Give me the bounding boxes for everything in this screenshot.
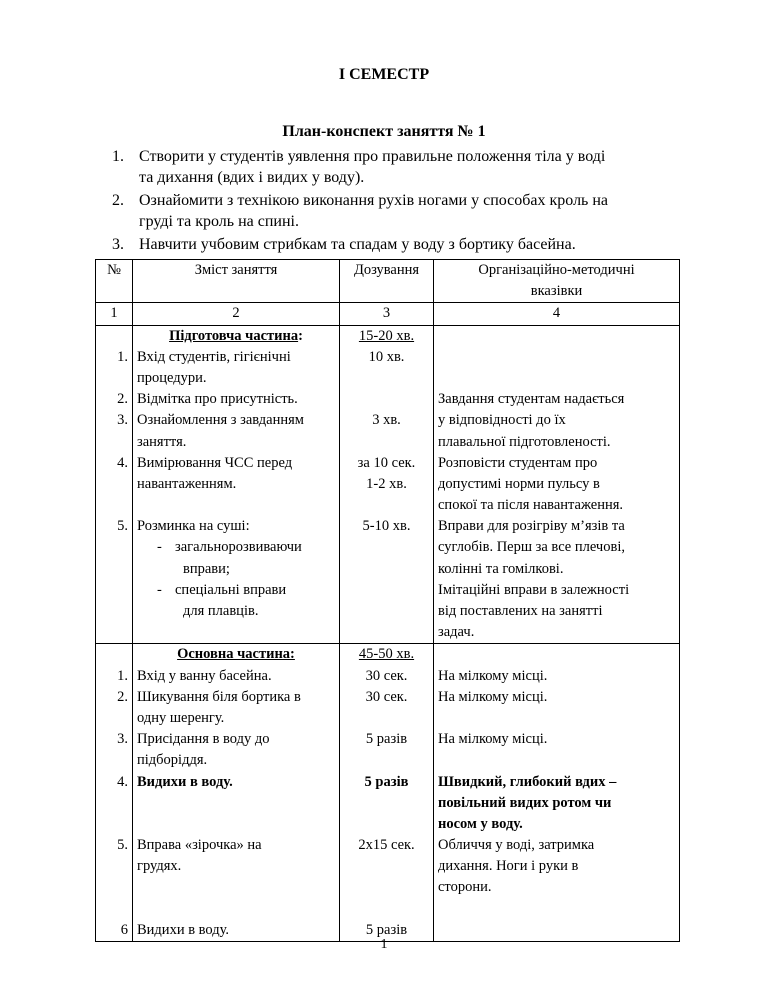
prep-numbers-cell bbox=[96, 325, 133, 644]
row-number bbox=[100, 708, 128, 729]
note-line bbox=[438, 750, 675, 771]
dosage-line bbox=[344, 368, 429, 389]
dash-item-line: для плавців. bbox=[183, 603, 259, 620]
note-line: Імітаційні вправи в залежності bbox=[438, 581, 630, 598]
note-line: Обличчя у воді, затримка bbox=[438, 837, 595, 854]
content-line bbox=[137, 899, 335, 920]
row-number bbox=[100, 814, 128, 835]
content-line: Відмітка про присутність. bbox=[137, 391, 298, 408]
note-line: дихання. Ноги і руки в bbox=[438, 858, 579, 875]
note-line bbox=[438, 347, 675, 368]
content-line bbox=[137, 793, 335, 814]
note-line bbox=[438, 899, 675, 920]
plan-title: План-конспект заняття № 1 bbox=[282, 123, 486, 140]
content-line: Видихи в воду. bbox=[137, 773, 233, 790]
note-line: На мілкому місці. bbox=[438, 667, 548, 684]
row-number bbox=[100, 750, 128, 771]
dosage-line: 1-2 хв. bbox=[366, 475, 407, 492]
note-line: На мілкому місці. bbox=[438, 731, 548, 748]
note-line bbox=[438, 644, 675, 665]
row-number: 4. bbox=[117, 773, 128, 790]
dosage-line bbox=[344, 708, 429, 729]
row-number bbox=[100, 474, 128, 495]
note-line: спокої та після навантаження. bbox=[438, 497, 624, 514]
content-line: Присідання в воду до bbox=[137, 731, 270, 748]
dosage-line: 2х15 сек. bbox=[358, 837, 415, 854]
prep-total-duration: 15-20 хв. bbox=[358, 327, 415, 344]
content-line: Розминка на суші: bbox=[137, 518, 250, 535]
prep-dosage-cell bbox=[340, 325, 434, 644]
row-number bbox=[100, 899, 128, 920]
main-numbers-cell bbox=[96, 644, 133, 942]
note-line: Вправи для розігріву м’язів та bbox=[438, 518, 625, 535]
note-line: На мілкому місці. bbox=[438, 688, 548, 705]
dash-item-line: - спеціальні вправи bbox=[137, 580, 335, 601]
row-number bbox=[100, 622, 128, 643]
header-dosage: Дозування bbox=[340, 260, 434, 303]
dosage-line bbox=[344, 899, 429, 920]
dosage-line: 3 хв. bbox=[372, 412, 401, 429]
prep-notes-cell bbox=[434, 325, 680, 644]
row-number bbox=[100, 432, 128, 453]
note-line: допустимі норми пульсу в bbox=[438, 475, 600, 492]
content-line bbox=[137, 495, 335, 516]
lesson-table bbox=[95, 259, 680, 942]
row-number bbox=[100, 326, 128, 347]
dosage-line: 5 разів bbox=[364, 773, 409, 790]
content-line: одну шеренгу. bbox=[137, 709, 225, 726]
table-column-numbers-row bbox=[96, 303, 680, 325]
objective-item bbox=[112, 234, 682, 255]
row-number: 2. bbox=[117, 688, 128, 705]
content-line bbox=[137, 814, 335, 835]
dosage-line bbox=[344, 389, 429, 410]
note-line: сторони. bbox=[438, 879, 492, 896]
content-line: заняття. bbox=[137, 433, 187, 450]
section-title: Підготовча частина: bbox=[169, 327, 303, 344]
objective-item bbox=[112, 146, 682, 188]
note-line: Швидкий, глибокий вдих – bbox=[438, 773, 617, 790]
column-number: 4 bbox=[434, 303, 680, 325]
row-number: 3. bbox=[117, 412, 128, 429]
row-number bbox=[100, 537, 128, 558]
content-line: грудях. bbox=[137, 858, 182, 875]
note-line: суглобів. Перш за все плечові, bbox=[438, 539, 625, 556]
note-line: Розповісти студентам про bbox=[438, 454, 598, 471]
note-line: колінні та гомілкові. bbox=[438, 560, 564, 577]
row-number: 2. bbox=[117, 391, 128, 408]
objective-number: 2. bbox=[112, 192, 124, 209]
header-content: Зміст заняття bbox=[133, 260, 340, 303]
main-dosage-cell bbox=[340, 644, 434, 942]
row-number bbox=[100, 368, 128, 389]
note-line: плавальної підготовленості. bbox=[438, 433, 611, 450]
objective-text: Навчити учбовим стрибкам та спадам у воду з бортику басейна. bbox=[139, 236, 576, 253]
semester-heading: І СЕМЕСТР bbox=[338, 66, 430, 83]
note-line: у відповідності до їх bbox=[438, 412, 566, 429]
content-line: навантаженням. bbox=[137, 475, 237, 492]
objective-item bbox=[112, 190, 682, 232]
main-title: Основна частина: bbox=[177, 646, 295, 663]
dosage-line bbox=[344, 750, 429, 771]
content-line: підборіддя. bbox=[137, 752, 208, 769]
content-line: Вхід студентів, гігієнічні bbox=[137, 348, 291, 365]
main-content-cell bbox=[133, 644, 340, 942]
note-line bbox=[438, 708, 675, 729]
column-number: 1 bbox=[96, 303, 133, 325]
content-line: Ознайомлення з завданням bbox=[137, 412, 304, 429]
dosage-line: 5 разів bbox=[365, 921, 408, 938]
note-line: від поставлених на занятті bbox=[438, 603, 603, 620]
header-number: № bbox=[96, 260, 133, 303]
row-number bbox=[100, 495, 128, 516]
dosage-line bbox=[344, 495, 429, 516]
dosage-line: 30 сек. bbox=[365, 688, 408, 705]
content-line: Вправа «зірочка» на bbox=[137, 837, 262, 854]
main-total-duration: 45-50 хв. bbox=[358, 646, 415, 663]
content-line: Вимірювання ЧСС перед bbox=[137, 454, 293, 471]
row-number bbox=[100, 793, 128, 814]
row-number bbox=[100, 644, 128, 665]
dosage-line: за 10 сек. bbox=[357, 454, 416, 471]
dosage-line bbox=[344, 856, 429, 877]
dosage-line bbox=[344, 877, 429, 898]
row-number bbox=[100, 559, 128, 580]
objective-number: 3. bbox=[112, 236, 124, 253]
dosage-line: 10 хв. bbox=[368, 348, 405, 365]
prep-content-cell bbox=[133, 325, 340, 644]
table-header-row bbox=[96, 260, 680, 303]
row-number bbox=[100, 601, 128, 622]
dosage-line: 5 разів bbox=[365, 731, 408, 748]
objective-number: 1. bbox=[112, 148, 124, 165]
row-number bbox=[100, 580, 128, 601]
note-line: Завдання студентам надається bbox=[438, 391, 625, 408]
row-number: 1. bbox=[117, 667, 128, 684]
content-line: Видихи в воду. bbox=[137, 921, 230, 938]
content-line: Вхід у ванну басейна. bbox=[137, 667, 272, 684]
note-line bbox=[438, 326, 675, 347]
note-line bbox=[438, 368, 675, 389]
dosage-line bbox=[344, 793, 429, 814]
row-number bbox=[100, 856, 128, 877]
prep-section-row bbox=[96, 325, 680, 644]
page-number: 1 bbox=[380, 937, 388, 952]
dash-marker: - bbox=[157, 539, 162, 556]
dosage-line: 5-10 хв. bbox=[362, 518, 411, 535]
objective-text: Створити у студентів уявлення про правильне положення тіла у воді та дихання (вдих і видих у воду). bbox=[139, 148, 606, 186]
content-line bbox=[137, 877, 335, 898]
note-line: задач. bbox=[438, 624, 475, 641]
column-number: 2 bbox=[133, 303, 340, 325]
dash-marker: - bbox=[157, 581, 162, 598]
main-section-row bbox=[96, 644, 680, 942]
column-number: 3 bbox=[340, 303, 434, 325]
row-number: 5. bbox=[117, 837, 128, 854]
note-line: носом у воду. bbox=[438, 815, 523, 832]
note-line: повільний видих ротом чи bbox=[438, 794, 612, 811]
row-number: 3. bbox=[117, 731, 128, 748]
dosage-line bbox=[344, 432, 429, 453]
row-number: 5. bbox=[117, 518, 128, 535]
content-line: Шикування біля бортика в bbox=[137, 688, 301, 705]
main-notes-cell bbox=[434, 644, 680, 942]
row-number: 6 bbox=[120, 921, 128, 938]
row-number: 1. bbox=[117, 348, 128, 365]
dash-item-line: вправи; bbox=[183, 560, 230, 577]
dosage-line: 30 сек. bbox=[365, 667, 408, 684]
dosage-line bbox=[344, 814, 429, 835]
objective-text: Ознайомити з технікою виконання рухів ногами у способах кроль на груді та кроль на спині. bbox=[139, 192, 609, 230]
row-number bbox=[100, 877, 128, 898]
row-number: 4. bbox=[117, 454, 128, 471]
dash-item-line: - загальнорозвиваючи bbox=[137, 537, 335, 558]
prep-title: Підготовча частина bbox=[169, 327, 299, 344]
header-notes: Організаційно-методичні вказівки bbox=[434, 260, 680, 303]
content-line: процедури. bbox=[137, 369, 207, 386]
